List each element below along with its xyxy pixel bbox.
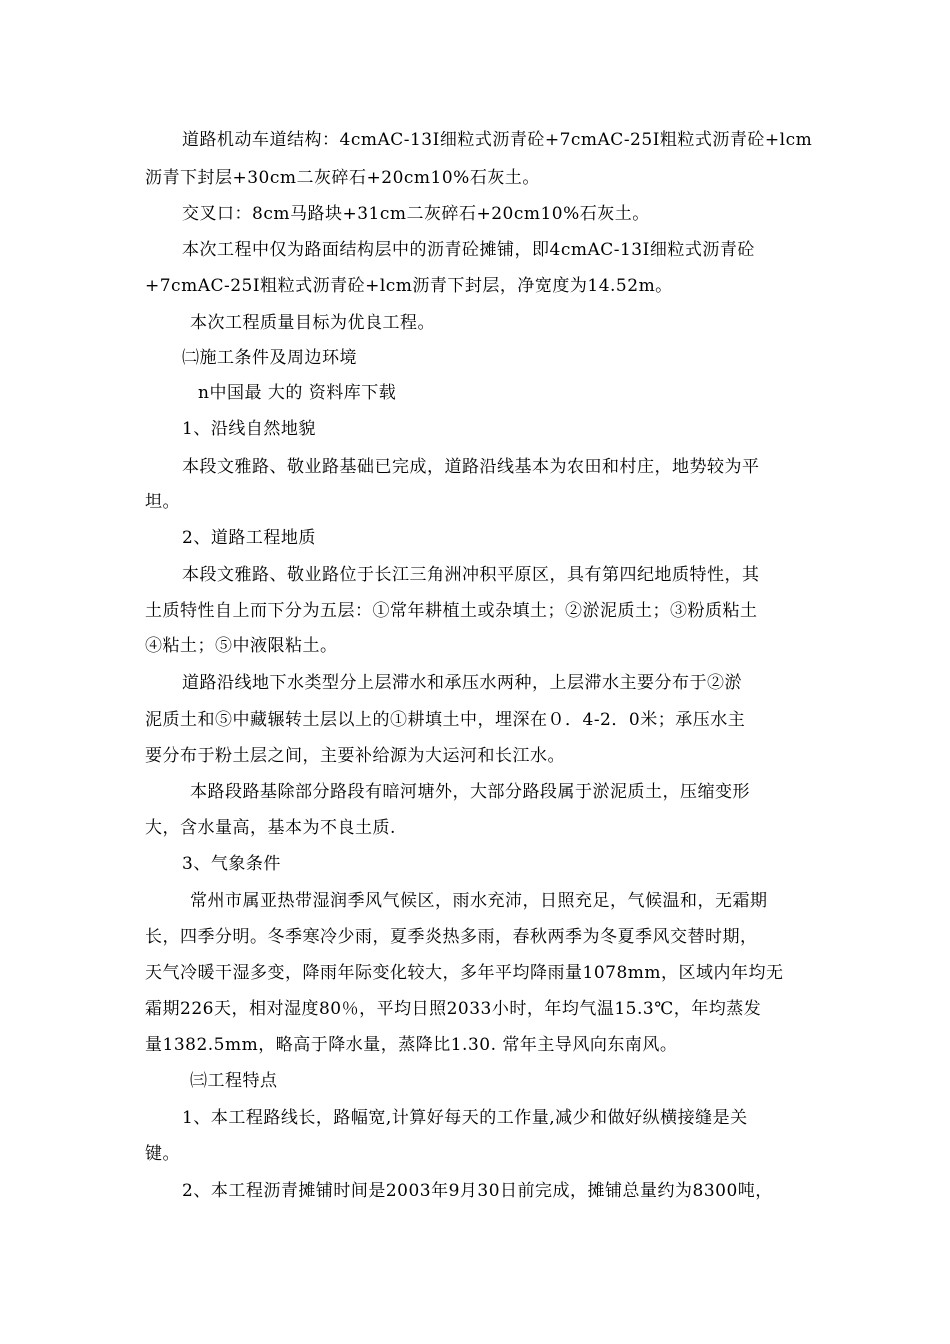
paragraph-line: 键。 bbox=[145, 1144, 180, 1164]
paragraph-line: 本次工程中仅为路面结构层中的沥青砼摊铺，即4cmAC-13I细粒式沥青砼 bbox=[182, 240, 755, 260]
paragraph-line: 要分布于粉土层之间，主要补给源为大运河和长江水。 bbox=[145, 746, 565, 766]
paragraph-line: 1、本工程路线长，路幅宽,计算好每天的工作量,减少和做好纵横接缝是关 bbox=[182, 1108, 748, 1128]
paragraph-line: 量1382.5mm，略高于降水量，蒸降比1.30. 常年主导风向东南风。 bbox=[145, 1035, 678, 1055]
section-heading: ㈢工程特点 bbox=[190, 1071, 278, 1091]
paragraph-line: 泥质土和⑤中藏辗转土层以上的①耕填土中，埋深在０．4-2．0米；承压水主 bbox=[145, 710, 746, 730]
paragraph-line: 本路段路基除部分路段有暗河塘外，大部分路段属于淤泥质土，压缩变形 bbox=[190, 782, 750, 802]
paragraph-line: 本段文雅路、敬业路基础已完成，道路沿线基本为农田和村庄，地势较为平 bbox=[182, 457, 760, 477]
paragraph-line: 道路机动车道结构：4cmAC-13I细粒式沥青砼+7cmAC-25I粗粒式沥青砼+lcm bbox=[182, 130, 813, 150]
subsection-heading: 1、沿线自然地貌 bbox=[182, 419, 316, 439]
paragraph-line: 本段文雅路、敬业路位于长江三角洲冲积平原区，具有第四纪地质特性，其 bbox=[182, 565, 760, 585]
subsection-heading: 2、道路工程地质 bbox=[182, 528, 316, 548]
paragraph-line: 霜期226天，相对湿度80％，平均日照2033小时，年均气温15.3℃，年均蒸发 bbox=[145, 999, 762, 1019]
section-heading: ㈡施工条件及周边环境 bbox=[182, 348, 357, 368]
paragraph-line: 常州市属亚热带湿润季风气候区，雨水充沛，日照充足，气候温和，无霜期 bbox=[190, 891, 768, 911]
paragraph-line: 天气冷暖干湿多变，降雨年际变化较大，多年平均降雨量1078mm，区域内年均无 bbox=[145, 963, 784, 983]
paragraph-line: 大，含水量高，基本为不良土质. bbox=[145, 818, 396, 838]
subsection-heading: 3、气象条件 bbox=[182, 854, 281, 874]
paragraph-line: 坦。 bbox=[145, 492, 180, 512]
watermark-line: n中国最 大的 资料库下载 bbox=[198, 383, 397, 403]
paragraph-line: 沥青下封层+30cm二灰碎石+20cm10%石灰土。 bbox=[145, 168, 540, 188]
paragraph-line: 2、本工程沥青摊铺时间是2003年9月30日前完成，摊铺总量约为8300吨， bbox=[182, 1181, 773, 1201]
paragraph-line: +7cmAC-25I粗粒式沥青砼+lcm沥青下封层，净宽度为14.52m。 bbox=[145, 276, 673, 296]
paragraph-line: 交叉口：8cm马路块+31cm二灰碎石+20cm10%石灰土。 bbox=[182, 204, 650, 224]
paragraph-line: 本次工程质量目标为优良工程。 bbox=[190, 313, 435, 333]
paragraph-line: 土质特性自上而下分为五层：①常年耕植土或杂填土；②淤泥质土；③粉质粘土 bbox=[145, 601, 758, 621]
paragraph-line: ④粘土；⑤中液限粘土。 bbox=[145, 636, 338, 656]
paragraph-line: 长，四季分明。冬季寒冷少雨，夏季炎热多雨，春秋两季为冬夏季风交替时期， bbox=[145, 927, 758, 947]
paragraph-line: 道路沿线地下水类型分上层滞水和承压水两种，上层滞水主要分布于②淤 bbox=[182, 673, 742, 693]
